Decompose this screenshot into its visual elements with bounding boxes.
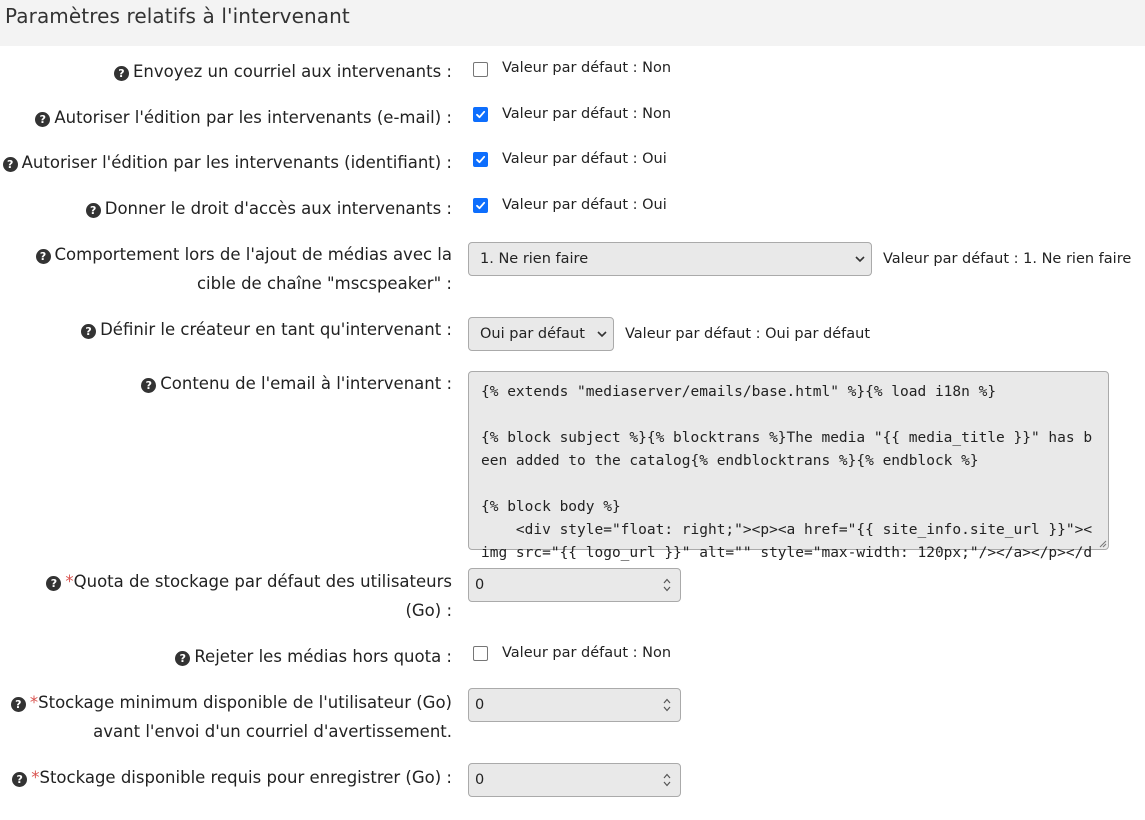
question-circle-icon[interactable]: ? <box>81 324 96 339</box>
storage-quota-input[interactable]: 0 <box>468 568 681 602</box>
question-circle-icon[interactable]: ? <box>86 203 101 218</box>
allow-edit-id-default: Valeur par défaut : Oui <box>502 151 667 167</box>
allow-edit-email-label: ? Autoriser l'édition par les intervenants (e-mail) : <box>35 103 452 132</box>
send-email-default: Valeur par défaut : Non <box>502 60 672 76</box>
question-circle-icon[interactable]: ? <box>175 651 190 666</box>
reject-over-quota-label: ? Rejeter les médias hors quota : <box>175 642 452 671</box>
min-storage-warning-label: ? *Stockage minimum disponible de l'utilisateur (Go) avant l'envoi d'un courriel d'avertissement. <box>11 688 452 746</box>
chevron-down-icon <box>597 330 607 338</box>
question-circle-icon[interactable]: ? <box>12 772 27 787</box>
allow-edit-email-checkbox[interactable] <box>473 107 488 122</box>
media-behavior-select[interactable]: 1. Ne rien faire <box>468 242 872 276</box>
creator-speaker-label: ? Définir le créateur en tant qu'intervenant : <box>81 315 452 344</box>
spinner-arrows-icon <box>663 772 671 788</box>
section-header <box>0 0 1145 46</box>
storage-quota-label: ? *Quota de stockage par défaut des utilisateurs (Go) : <box>46 567 452 625</box>
question-circle-icon[interactable]: ? <box>3 157 18 172</box>
media-behavior-default: Valeur par défaut : 1. Ne rien faire <box>883 251 1132 267</box>
checkmark-icon <box>475 200 486 211</box>
min-storage-warning-input[interactable]: 0 <box>468 688 681 722</box>
resize-grip-icon <box>1097 538 1107 548</box>
allow-edit-id-label: ? Autoriser l'édition par les intervenants (identifiant) : <box>3 148 452 177</box>
allow-edit-id-checkbox[interactable] <box>473 152 488 167</box>
allow-edit-email-default: Valeur par défaut : Non <box>502 106 672 122</box>
question-circle-icon[interactable]: ? <box>36 249 51 264</box>
storage-to-record-input[interactable]: 0 <box>468 763 681 797</box>
reject-over-quota-default: Valeur par défaut : Non <box>502 645 672 661</box>
spinner-arrows-icon <box>663 577 671 593</box>
question-circle-icon[interactable]: ? <box>35 112 50 127</box>
email-content-text: {% extends "mediaserver/emails/base.html" %}{% load i18n %} {% block subject %}{% blocktrans %}The media "{{ media_title }}" has been added to the catalog{% endblocktrans %}{% endblock %} {% block body %} <div style="float: right;"><p><a href="{{ site_info.site_url }}"><img src="{{ logo_url }}" alt="" style="max-width: 120px;"/></a></p></d <box>481 384 1093 561</box>
reject-over-quota-checkbox[interactable] <box>473 646 488 661</box>
question-circle-icon[interactable]: ? <box>114 66 129 81</box>
chevron-down-icon <box>855 255 865 263</box>
question-circle-icon[interactable]: ? <box>46 576 61 591</box>
spinner-arrows-icon <box>663 697 671 713</box>
section-title: Paramètres relatifs à l'intervenant <box>5 4 350 28</box>
creator-speaker-select[interactable]: Oui par défaut <box>468 317 614 351</box>
question-circle-icon[interactable]: ? <box>11 697 26 712</box>
grant-access-checkbox[interactable] <box>473 198 488 213</box>
question-circle-icon[interactable]: ? <box>141 378 156 393</box>
email-content-label: ? Contenu de l'email à l'intervenant : <box>141 369 452 398</box>
media-behavior-label: ? Comportement lors de l'ajout de médias avec la cible de chaîne "mscspeaker" : <box>36 240 452 298</box>
send-email-checkbox[interactable] <box>473 62 488 77</box>
grant-access-label: ? Donner le droit d'accès aux intervenants : <box>86 194 452 223</box>
send-email-label: ? Envoyez un courriel aux intervenants : <box>114 57 452 86</box>
storage-to-record-label: ? *Stockage disponible requis pour enregistrer (Go) : <box>12 763 452 792</box>
creator-speaker-default: Valeur par défaut : Oui par défaut <box>625 326 871 342</box>
checkmark-icon <box>475 109 486 120</box>
email-content-textarea[interactable] <box>468 371 1109 561</box>
checkmark-icon <box>475 154 486 165</box>
grant-access-default: Valeur par défaut : Oui <box>502 197 667 213</box>
